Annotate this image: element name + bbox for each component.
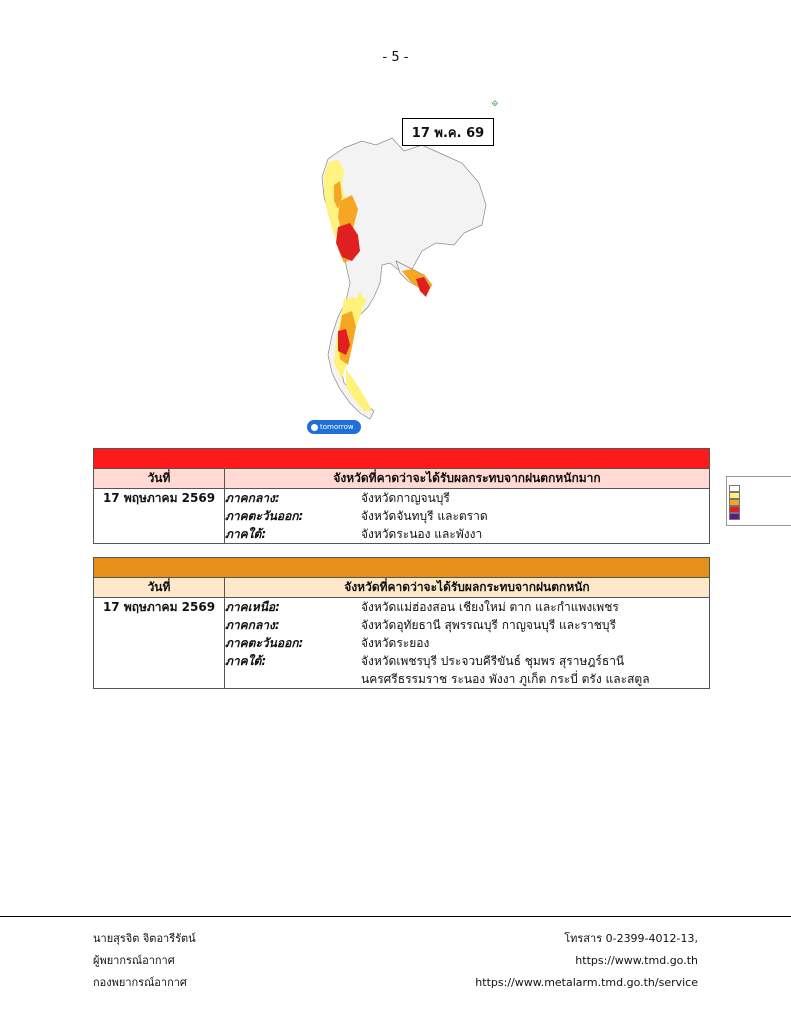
- footer-divider: [0, 916, 791, 917]
- division-name: กองพยากรณ์อากาศ: [93, 976, 187, 989]
- forecaster-title: ผู้พยากรณ์อากาศ: [93, 954, 175, 967]
- page-number: - 5 -: [382, 50, 409, 65]
- province-list: จังหวัดกาญจนบุรี: [361, 491, 450, 505]
- list-item: [225, 525, 709, 543]
- regions-cell: [225, 598, 710, 689]
- province-list: จังหวัดอุทัยธานี สุพรรณบุรี กาญจนบุรี และราชบุรี: [361, 618, 616, 632]
- fax-and-website: โทรสาร 0-2399-4012-13, https://www.tmd.go.th: [564, 932, 698, 967]
- date-cell: 17 พฤษภาคม 2569: [94, 598, 225, 689]
- region-label: ภาคใต้:: [225, 527, 267, 541]
- metalarm-link[interactable]: https://www.metalarm.tmd.go.th/service: [475, 976, 698, 989]
- province-list: จังหวัดจันทบุรี และตราด: [361, 509, 488, 523]
- legend-swatch-red: [729, 506, 740, 513]
- header-title: จังหวัดที่คาดว่าจะได้รับผลกระทบจากฝนตกหนัก: [225, 578, 710, 598]
- list-item: [225, 670, 709, 688]
- very-heavy-rain-table: [93, 448, 710, 544]
- very-heavy-rain-color-bar: [94, 449, 710, 469]
- region-label: ภาคเหนือ:: [225, 600, 280, 614]
- tomorrow-logo-icon: [311, 424, 318, 431]
- province-list: จังหวัดเพชรบุรี ประจวบคีรีขันธ์ ชุมพร สุราษฎร์ธานี: [361, 654, 625, 668]
- list-item: [225, 616, 709, 634]
- legend-swatch-white: [729, 485, 740, 492]
- province-list: จังหวัดระยอง: [361, 636, 430, 650]
- list-item: [225, 507, 709, 525]
- header-title: จังหวัดที่คาดว่าจะได้รับผลกระทบจากฝนตกหนักมาก: [225, 469, 710, 489]
- region-label: [225, 670, 361, 688]
- region-label: ภาคใต้:: [225, 654, 267, 668]
- footer-signature: [93, 928, 196, 994]
- legend-swatch-purple: [729, 513, 740, 520]
- table-header-row: [94, 578, 710, 598]
- footer-contact: [470, 928, 698, 994]
- table-header-row: [94, 469, 710, 489]
- province-list: นครศรีธรรมราช ระนอง พังงา ภูเก็ต กระบี่ ตรัง และสตูล: [361, 672, 650, 686]
- heavy-rain-table: [93, 557, 710, 689]
- date-cell: 17 พฤษภาคม 2569: [94, 489, 225, 544]
- list-item: [225, 489, 709, 507]
- forecaster-name: นายสุรจิต จิตอารีรัตน์: [93, 932, 196, 945]
- region-label: ภาคตะวันออก:: [225, 636, 304, 650]
- region-label: ภาคกลาง:: [225, 491, 280, 505]
- regions-cell: [225, 489, 710, 544]
- list-item: [225, 652, 709, 670]
- header-date: วันที่: [94, 469, 225, 489]
- table-row: [94, 489, 710, 544]
- legend-swatch-yellow: [729, 492, 740, 499]
- map-title-decor: [306, 101, 486, 105]
- map-date-label: 17 พ.ค. 69: [402, 118, 494, 146]
- header-date: วันที่: [94, 578, 225, 598]
- list-item: [225, 598, 709, 616]
- tmd-logo-icon: ⟐: [491, 99, 498, 108]
- table-row: [94, 598, 710, 689]
- map-legend: [726, 476, 791, 526]
- region-label: ภาคตะวันออก:: [225, 509, 304, 523]
- list-item: [225, 634, 709, 652]
- legend-swatch-orange: [729, 499, 740, 506]
- heavy-rain-color-bar: [94, 558, 710, 578]
- tomorrow-brand-badge: tomorrow: [307, 420, 361, 434]
- province-list: จังหวัดแม่ฮ่องสอน เชียงใหม่ ตาก และกำแพงเพชร: [361, 600, 619, 614]
- region-label: ภาคกลาง:: [225, 618, 280, 632]
- province-list: จังหวัดระนอง และพังงา: [361, 527, 483, 541]
